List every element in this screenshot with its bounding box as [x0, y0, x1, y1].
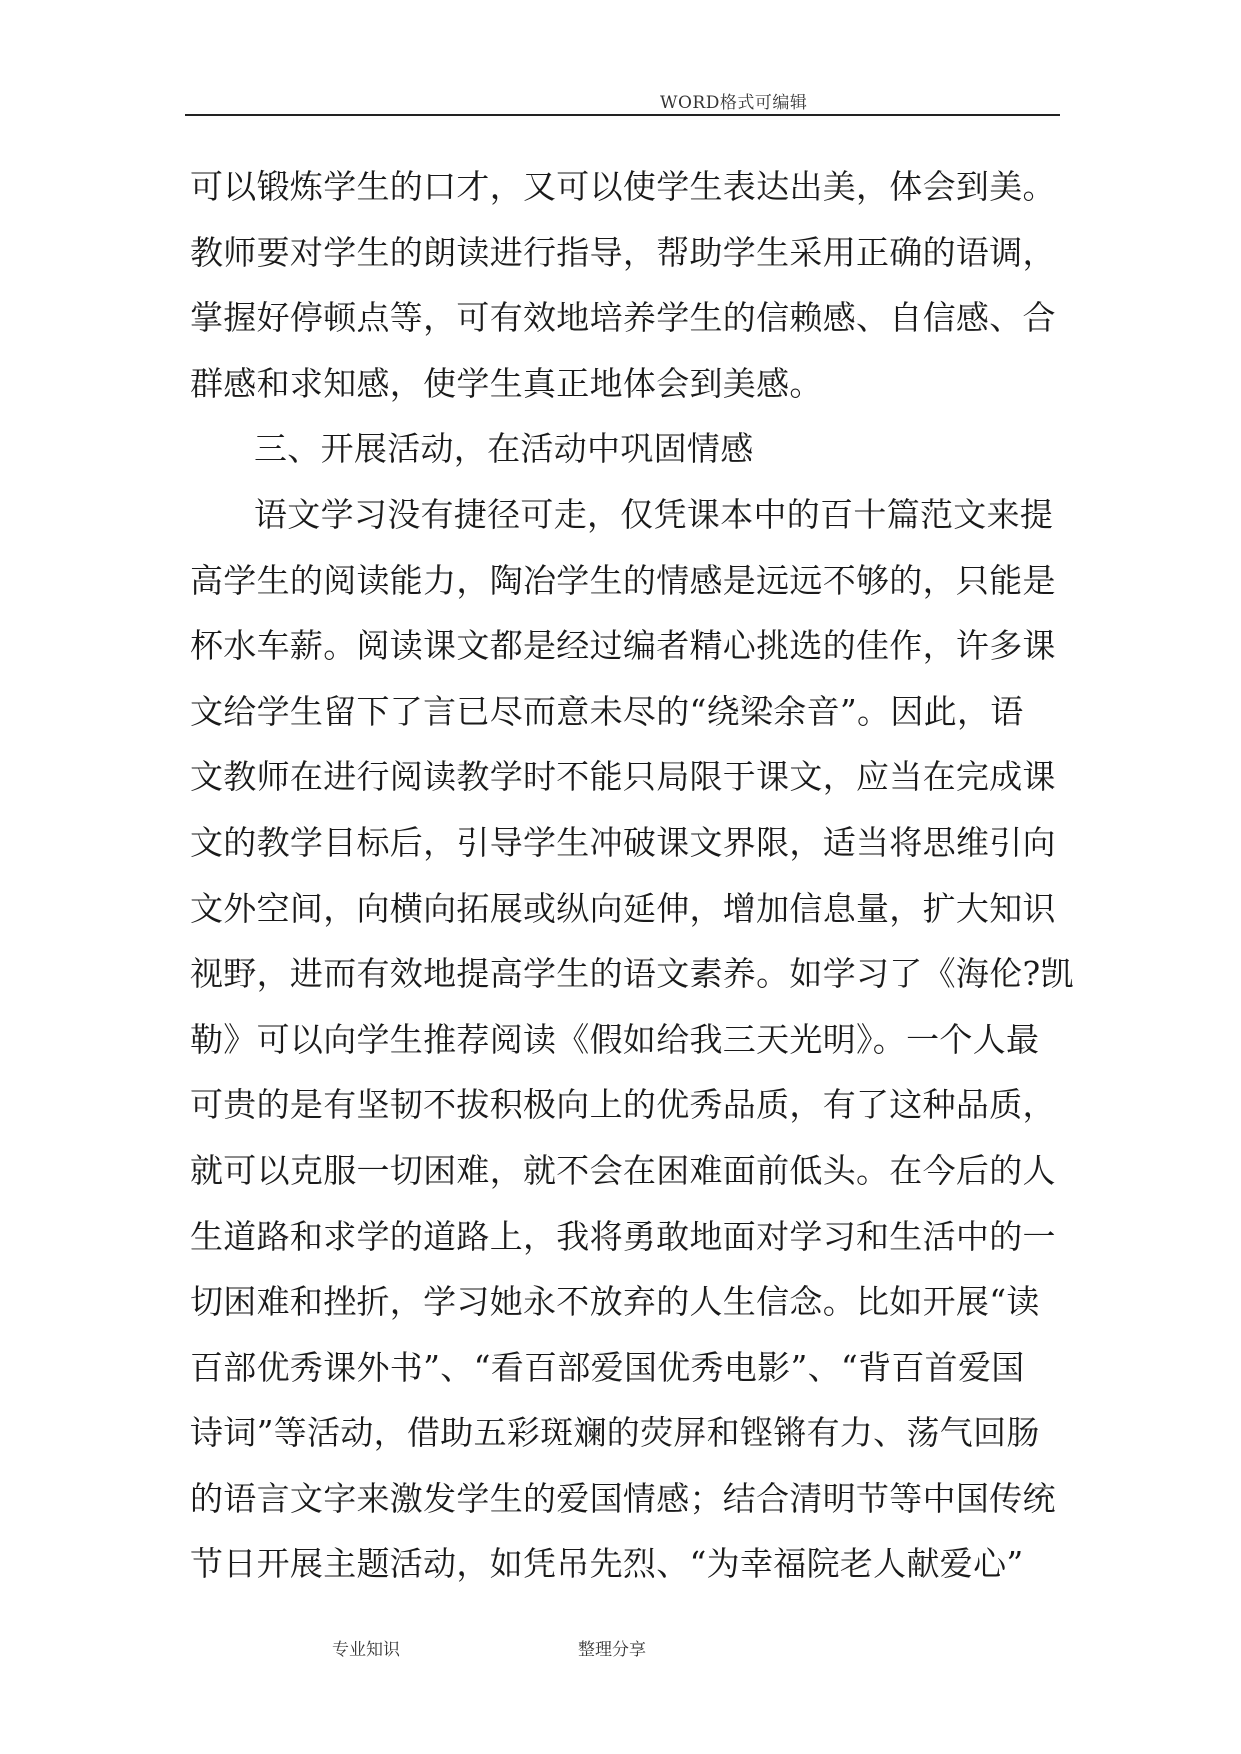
body-line: 的语言文字来激发学生的爱国情感；结合清明节等中国传统	[190, 1478, 1056, 1518]
body-line: 群感和求知感，使学生真正地体会到美感。	[190, 363, 823, 403]
header-divider	[185, 114, 1060, 116]
page-header-label: WORD格式可编辑	[660, 93, 808, 113]
body-line: 文给学生留下了言已尽而意未尽的“绕梁余音”。因此，语	[190, 691, 1024, 731]
body-line: 勒》可以向学生推荐阅读《假如给我三天光明》。一个人最	[190, 1019, 1040, 1059]
body-line: 可贵的是有坚韧不拔积极向上的优秀品质，有了这种品质，	[190, 1085, 1056, 1125]
body-line: 切困难和挫折，学习她永不放弃的人生信念。比如开展“读	[190, 1282, 1040, 1322]
body-line: 语文学习没有捷径可走，仅凭课本中的百十篇范文来提	[254, 494, 1054, 534]
body-line: 就可以克服一切困难，就不会在困难面前低头。在今后的人	[190, 1150, 1056, 1190]
body-line: 文的教学目标后，引导学生冲破课文界限，适当将思维引向	[190, 822, 1056, 862]
body-line: 可以锻炼学生的口才，又可以使学生表达出美，体会到美。	[190, 167, 1056, 206]
document-body	[190, 154, 1074, 1597]
body-line: 掌握好停顿点等，可有效地培养学生的信赖感、自信感、合	[190, 298, 1056, 338]
body-line: 杯水车薪。阅读课文都是经过编者精心挑选的佳作，许多课	[190, 626, 1056, 666]
body-line: 教师要对学生的朗读进行指导，帮助学生采用正确的语调，	[190, 232, 1056, 272]
body-line: 高学生的阅读能力，陶冶学生的情感是远远不够的，只能是	[190, 560, 1056, 600]
footer-right-label: 整理分享	[578, 1640, 646, 1660]
body-line: 百部优秀课外书”、“看百部爱国优秀电影”、“背百首爱国	[190, 1347, 1025, 1387]
body-line: 生道路和求学的道路上，我将勇敢地面对学习和生活中的一	[190, 1216, 1056, 1256]
body-line: 文教师在进行阅读教学时不能只局限于课文，应当在完成课	[190, 757, 1056, 797]
body-line: 诗词”等活动，借助五彩斑斓的荧屏和铿锵有力、荡气回肠	[190, 1413, 1040, 1453]
body-line: 节日开展主题活动，如凭吊先烈、“为幸福院老人献爱心”	[190, 1544, 1024, 1584]
section-heading: 三、开展活动，在活动中巩固情感	[254, 429, 754, 469]
body-line: 视野，进而有效地提高学生的语文素养。如学习了《海伦?凯	[190, 954, 1074, 994]
body-line: 文外空间，向横向拓展或纵向延伸，增加信息量，扩大知识	[190, 888, 1056, 928]
footer-left-label: 专业知识	[332, 1640, 400, 1660]
